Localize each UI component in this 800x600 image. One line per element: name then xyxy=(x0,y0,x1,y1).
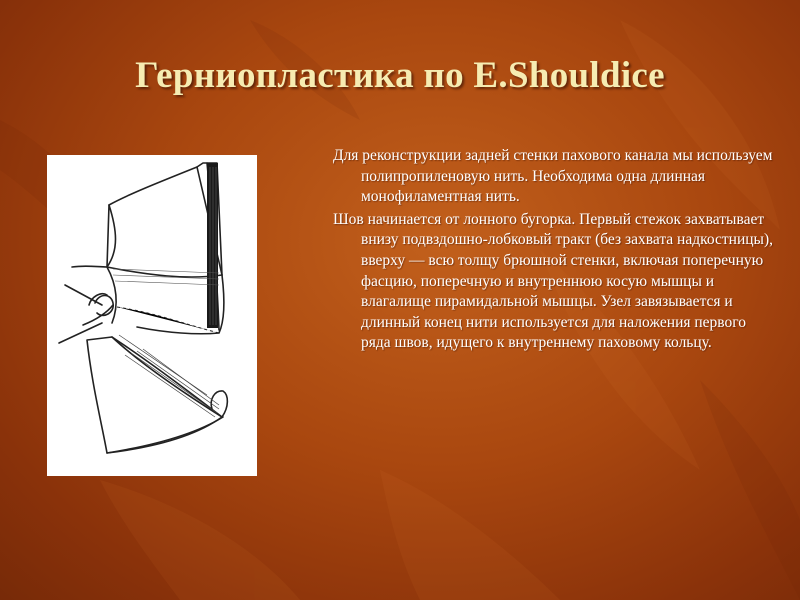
paragraph-1: Для реконструкции задней стенки пахового канала мы используем полипропиленовую нить. Необходима одна длинная монофиламентная нить. xyxy=(333,147,773,206)
slide-title: Герниопластика по E.Shouldice xyxy=(135,55,665,96)
body-text xyxy=(333,146,773,356)
paragraph-2: Шов начинается от лонного бугорка. Первый стежок захватывает внизу подвздошно-лобковый тракт (без захвата надкостницы), вверху — всю толщу брюшной стенки, включая поперечную фасцию, поперечную и внутреннюю косую мышцы и влагалище пирамидальной мышцы. Узел завязывается и длинный конец нити используется для наложения первого ряда швов, идущего к внутреннему паховому кольцу. xyxy=(333,210,773,352)
dark-band xyxy=(207,163,218,328)
hernia-repair-diagram xyxy=(47,155,257,476)
surgical-illustration xyxy=(47,155,257,476)
